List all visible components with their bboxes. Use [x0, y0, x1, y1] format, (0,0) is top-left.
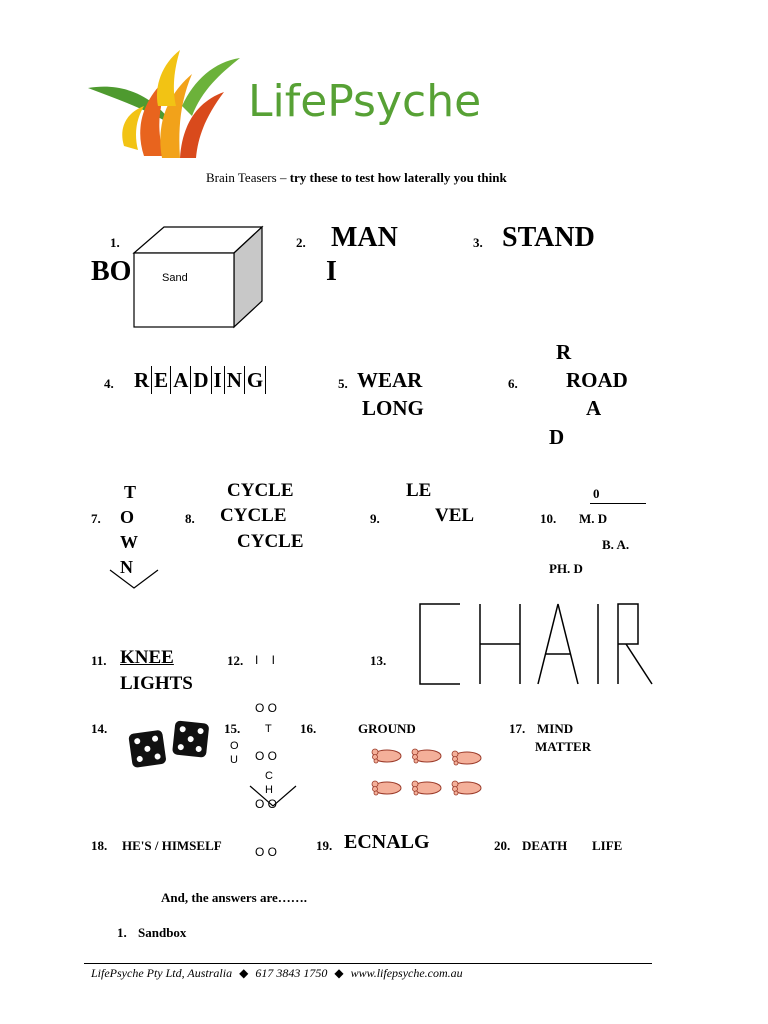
puzzle-16-number: 16. [300, 721, 317, 736]
puzzle-6-a: A [586, 396, 602, 420]
reading-letter: I [211, 366, 224, 394]
cycle-line: CYCLE [220, 505, 287, 526]
page-subtitle [206, 170, 507, 186]
cycle-line: CYCLE [227, 480, 294, 501]
footer [91, 966, 463, 981]
puzzle-11-number: 11. [91, 653, 107, 668]
puzzle-5-line1: WEAR [357, 368, 423, 392]
chair-letters [416, 602, 656, 686]
puzzle-20-word1: DEATH [522, 838, 568, 853]
puzzle-15-u: U [230, 754, 238, 766]
puzzle-15-c: C [265, 770, 273, 782]
puzzle-10-ba: B. A. [602, 537, 630, 552]
town-letter: T [124, 482, 137, 502]
reading-word [132, 366, 266, 394]
puzzle-16-word: GROUND [358, 721, 416, 736]
brand-name: LifePsyche [248, 76, 482, 127]
puzzle-13-number: 13. [370, 653, 387, 668]
footer-phone: 617 3843 1750 [255, 966, 328, 980]
puzzle-12-row: O O [255, 749, 278, 763]
reading-letter: A [170, 366, 190, 394]
puzzle-17-line2: MATTER [535, 739, 592, 754]
puzzle-10-md: M. D [579, 511, 608, 526]
puzzle-19-number: 19. [316, 838, 333, 853]
puzzle-12-number: 12. [227, 653, 244, 668]
down-arrow-icon [108, 568, 160, 590]
reading-letter: N [224, 366, 244, 394]
town-letter: O [120, 507, 135, 527]
puzzle-1-number: 1. [110, 235, 120, 250]
puzzle-2-number: 2. [296, 235, 306, 250]
puzzle-9-line2: VEL [435, 505, 475, 526]
puzzle-6-middle: ROAD [566, 368, 628, 392]
puzzle-9-line1: LE [406, 480, 432, 501]
puzzle-3-word: STAND [502, 222, 595, 253]
puzzle-19-text: ECNALG [344, 831, 430, 853]
footer-company: LifePsyche Pty Ltd, Australia [91, 966, 233, 980]
diamond-icon: ◆ [334, 966, 344, 980]
puzzle-12-row: O O [255, 701, 278, 715]
reading-letter: D [190, 366, 210, 394]
puzzle-9-number: 9. [370, 511, 380, 526]
puzzle-20-word2: LIFE [592, 838, 623, 853]
puzzle-18-text: HE'S / HIMSELF [122, 838, 222, 853]
sandbox-cube-icon [132, 225, 266, 329]
town-letters [120, 480, 138, 580]
flame-logo-icon [84, 46, 244, 166]
reading-letter: R [134, 368, 150, 392]
puzzle-15-h: H [265, 784, 273, 796]
puzzle-5-number: 5. [338, 376, 348, 391]
puzzle-10-number: 10. [540, 511, 557, 526]
town-letter: W [120, 532, 138, 552]
reading-letter: E [151, 366, 170, 394]
puzzle-17-number: 17. [509, 721, 526, 736]
down-arrow-icon [248, 784, 298, 808]
puzzle-12-row: O O [255, 845, 278, 859]
puzzle-20-number: 20. [494, 838, 511, 853]
footer-website[interactable]: www.lifepsyche.com.au [350, 966, 463, 980]
dice-icon [126, 716, 214, 770]
puzzle-15-o: O [230, 740, 239, 752]
puzzle-10-phd: PH. D [549, 561, 583, 576]
subtitle-bold: try these to test how laterally you think [289, 170, 507, 185]
puzzle-6-number: 6. [508, 376, 518, 391]
puzzle-12-row: O O [255, 797, 278, 811]
answers-heading: And, the answers are……. [161, 890, 308, 905]
sandbox-label: Sand [162, 272, 188, 284]
puzzle-2-line1: MAN [331, 222, 398, 253]
puzzle-12-grid [255, 620, 277, 876]
puzzle-14-number: 14. [91, 721, 108, 736]
answer-number: 1. [117, 925, 127, 940]
subtitle-plain: Brain Teasers – [206, 170, 290, 185]
puzzle-7-number: 7. [91, 511, 101, 526]
town-letter: N [120, 557, 133, 577]
puzzle-10-zero: 0 [593, 486, 600, 501]
puzzle-5-line2: LONG [362, 396, 424, 420]
fraction-line [590, 503, 646, 504]
puzzle-1-word: BO [91, 256, 132, 287]
feet-icon [370, 744, 488, 804]
logo [84, 46, 244, 166]
puzzle-12-top: I I [255, 653, 276, 667]
puzzle-6-d: D [549, 425, 565, 449]
diamond-icon: ◆ [239, 966, 249, 980]
puzzle-3-number: 3. [473, 235, 483, 250]
puzzle-15-number: 15. [224, 721, 241, 736]
cycle-line: CYCLE [237, 531, 304, 552]
puzzle-11-line1: KNEE [120, 647, 174, 668]
puzzle-8-number: 8. [185, 511, 195, 526]
puzzle-11-line2: LIGHTS [120, 673, 193, 694]
footer-rule [84, 963, 652, 964]
puzzle-2-line2: I [326, 256, 337, 287]
puzzle-17-line1: MIND [537, 721, 574, 736]
puzzle-6-top: R [556, 340, 572, 364]
puzzle-4-number: 4. [104, 376, 114, 391]
puzzle-18-number: 18. [91, 838, 108, 853]
puzzle-15-t: T [265, 723, 272, 735]
answer-text: Sandbox [138, 925, 187, 940]
reading-letter: G [244, 366, 266, 394]
